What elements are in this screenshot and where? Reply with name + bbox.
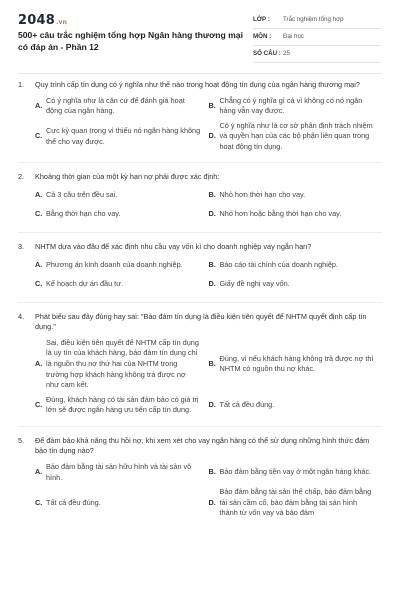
question-item [18, 436, 382, 521]
option-letter: C. [35, 399, 43, 409]
question-divider [18, 232, 382, 233]
answer-options [18, 256, 382, 294]
option-letter: C. [35, 131, 43, 141]
answer-option-c[interactable] [35, 393, 209, 418]
question-text [18, 312, 382, 336]
option-letter: B. [208, 358, 216, 368]
answer-options [18, 336, 382, 418]
answer-option-b[interactable] [209, 460, 383, 485]
question-item [18, 242, 382, 294]
answer-option-a[interactable] [35, 186, 209, 205]
meta-row-class [253, 12, 381, 29]
meta-key: SỐ CÂU : [253, 49, 281, 57]
answer-option-a[interactable] [35, 336, 209, 393]
option-letter: D. [208, 278, 216, 288]
option-text: Có ý nghĩa như là căn cứ để đánh giá hoạt động của ngân hàng. [46, 95, 185, 116]
question-text [18, 436, 382, 460]
question-item [18, 172, 382, 224]
option-text: Nhỏ hơn hoặc bằng thời hạn cho vay. [219, 209, 342, 219]
question-number: 1. [18, 80, 25, 89]
option-text: Bằng thời hạn cho vay. [46, 209, 121, 219]
question-number: 2. [18, 172, 25, 182]
meta-value: 25 [283, 49, 290, 57]
option-text: Sai, điều kiện tiên quyết để NHTM cấp tín dụng là uy tín của khách hàng, bảo đảm tín dụng chỉ là nguồn thu nợ thứ hai của NHTM trong trường hợp khách hàng không trả được nợ như cam kết. [46, 337, 199, 390]
option-letter: D. [208, 399, 216, 409]
option-letter: A. [35, 190, 43, 200]
question-item [18, 312, 382, 418]
meta-value[interactable]: Đại học [283, 32, 304, 40]
option-text: Tất cả đều đúng. [219, 399, 275, 409]
question-body: Phát biểu sau đây đúng hay sai: "Bảo đảm tín dụng là điều kiện tiên quyết để NHTM quyết định cấp tín dụng." [35, 311, 367, 332]
question-list [18, 80, 382, 529]
option-letter: C. [35, 278, 43, 288]
option-letter: A. [35, 467, 43, 477]
question-divider [18, 302, 382, 303]
meta-value[interactable]: Trắc nghiệm tổng hợp [283, 15, 344, 23]
logo-suffix: .vn [55, 19, 68, 26]
question-body: Để đảm bảo khả năng thu hồi nợ, khi xem xét cho vay ngân hàng có thể sử dụng những hình thức đảm bảo tín dụng nào? [35, 435, 370, 456]
option-text: Báo cáo tài chính của doanh nghiệp. [219, 259, 338, 269]
answer-option-d[interactable] [209, 485, 383, 521]
option-letter: A. [35, 259, 43, 269]
answer-option-d[interactable] [209, 393, 383, 418]
option-text: Giấy đề nghị vay vốn. [219, 278, 290, 288]
option-letter: A. [35, 358, 43, 368]
option-text: Cả 3 câu trên đều sai. [46, 190, 118, 200]
option-text: Cực kỳ quan trọng vì thiếu nó ngân hàng không thể cho vay được. [46, 126, 201, 146]
document-header [0, 0, 400, 70]
meta-row-subject [253, 29, 381, 46]
option-letter: C. [35, 209, 43, 219]
option-text: Đúng, khách hàng có tài sản đảm bảo có giá trị lớn sẽ được ngân hàng ưu tiên cấp tín dụng. [46, 394, 199, 415]
option-text: Chẳng có ý nghĩa gì cả vì không có nó ngân hàng vẫn vay được. [219, 95, 363, 116]
question-body: NHTM dựa vào đâu để xác định nhu cầu vay vốn kì cho doanh nghiệp vay ngắn hạn? [35, 242, 312, 252]
option-text: Phương án kinh doanh của doanh nghiệp. [46, 259, 183, 269]
option-text: Nhỏ hơn thời hạn cho vay. [219, 190, 306, 200]
question-body: Quy trình cấp tín dụng có ý nghĩa như thế nào trong hoạt động tín dụng của ngân hàng thương mại? [35, 80, 360, 89]
option-letter: C. [35, 497, 43, 507]
header-divider [18, 73, 382, 74]
option-letter: D. [208, 209, 216, 219]
answer-option-b[interactable] [209, 256, 383, 275]
page-title: 500+ câu trắc nghiệm tổng hợp Ngân hàng thương mại có đáp án - Phần 12 [18, 30, 243, 52]
answer-option-c[interactable] [35, 485, 209, 521]
answer-option-b[interactable] [209, 186, 383, 205]
option-text: Tất cả đều đúng. [46, 497, 101, 507]
answer-option-c[interactable] [35, 275, 209, 294]
question-number: 5. [18, 435, 25, 445]
option-text: Đúng, vì nếu khách hàng không trả được nợ thì NHTM có nguồn thu nợ khác. [219, 353, 374, 374]
option-letter: D. [208, 131, 216, 141]
option-text: Bảo đảm bằng tài sản hữu hình và tài sản vô hình. [46, 461, 192, 482]
option-text: Bảo đảm bằng tài sản thế chấp, bảo đảm bằng tài sản cầm cố, bảo đảm bằng tài sản hình thành từ vốn vay và bảo đảm [219, 487, 372, 518]
answer-option-d[interactable] [209, 205, 383, 224]
answer-option-d[interactable] [209, 275, 383, 294]
answer-option-c[interactable] [35, 205, 209, 224]
answer-option-a[interactable] [35, 256, 209, 275]
question-text [18, 242, 382, 256]
answer-options [18, 460, 382, 521]
option-text: Có ý nghĩa như là cơ sở phân định trách nhiệm và quyền hạn của các bộ phận liên quan trong hoạt động tín dụng. [219, 120, 373, 151]
answer-options [18, 94, 382, 155]
answer-options [18, 186, 382, 224]
logo-main: 2048 [18, 13, 55, 28]
answer-option-b[interactable] [209, 94, 383, 119]
option-letter: B. [208, 467, 216, 477]
meta-key: MÔN : [253, 32, 272, 40]
question-text [18, 80, 382, 94]
answer-option-c[interactable] [35, 119, 209, 155]
meta-key: LỚP : [253, 15, 270, 23]
question-divider [18, 426, 382, 427]
question-number: 3. [18, 242, 25, 252]
option-letter: B. [208, 190, 216, 200]
meta-row-count [253, 46, 381, 63]
option-letter: B. [208, 259, 216, 269]
option-letter: A. [35, 100, 43, 110]
option-letter: B. [208, 100, 216, 110]
answer-option-b[interactable] [209, 336, 383, 393]
option-letter: D. [208, 497, 216, 507]
answer-option-a[interactable] [35, 460, 209, 485]
option-text: Kế hoạch dự án đầu tư. [46, 278, 124, 288]
question-item [18, 80, 382, 154]
answer-option-d[interactable] [209, 119, 383, 155]
question-divider [18, 162, 382, 163]
option-text: Bảo đảm bằng tiền vay ở một ngân hàng khác. [219, 467, 372, 477]
answer-option-a[interactable] [35, 94, 209, 119]
document-meta [253, 12, 381, 63]
question-text [18, 172, 382, 186]
site-logo[interactable] [18, 12, 67, 31]
question-number: 4. [18, 311, 25, 321]
question-body: Khoảng thời gian của một kỳ hạn nợ phải được xác định: [35, 172, 220, 182]
